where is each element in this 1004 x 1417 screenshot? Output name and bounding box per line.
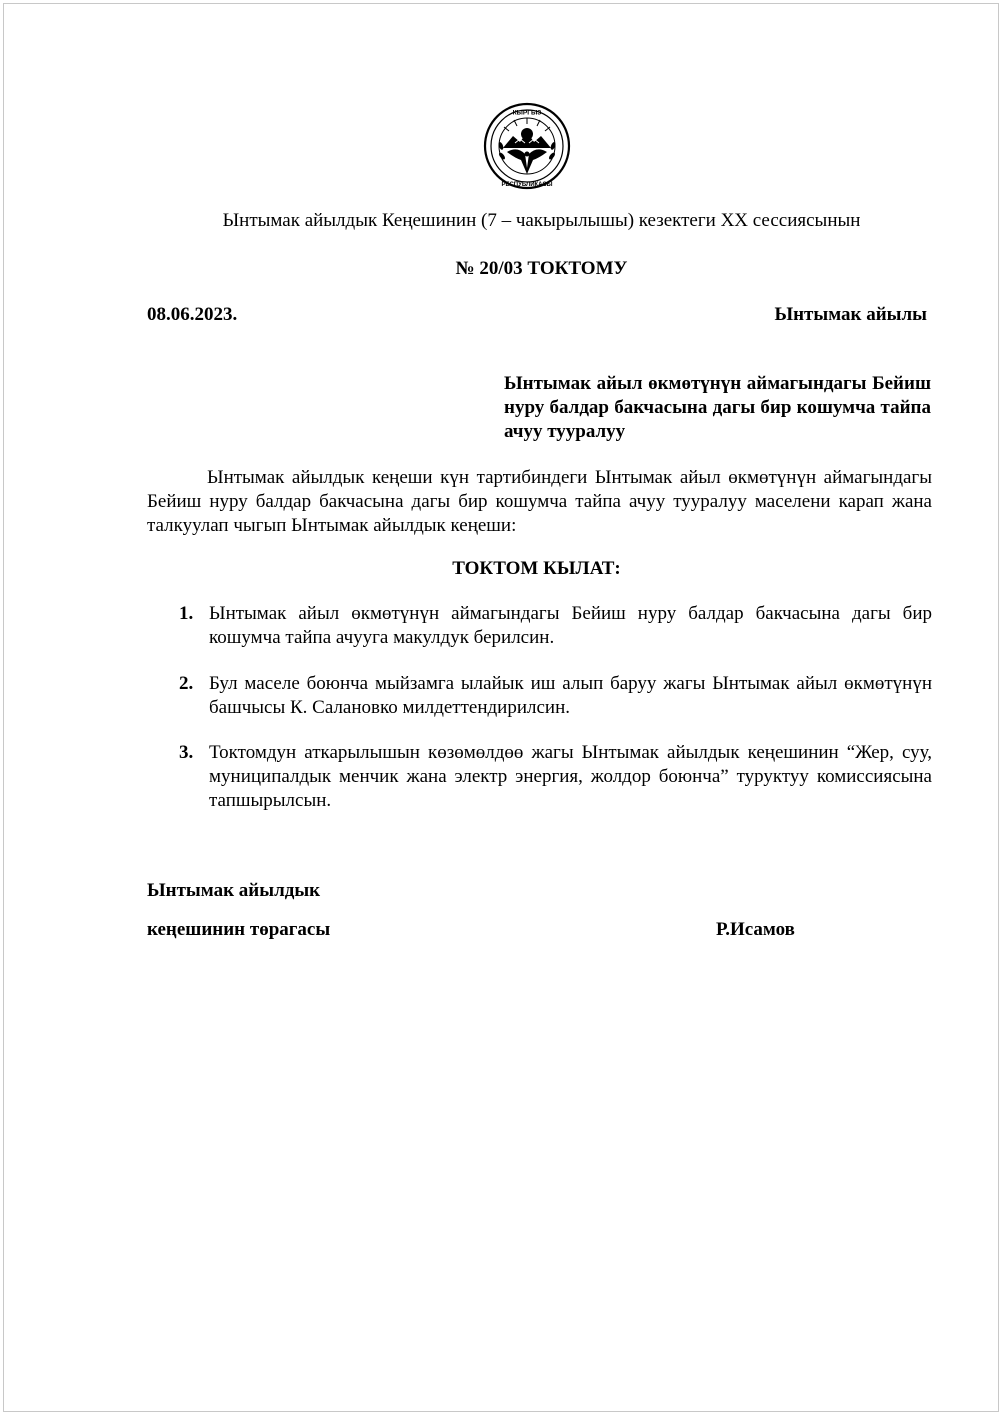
document-page <box>3 3 999 1412</box>
svg-text:КЫРГЫЗ: КЫРГЫЗ <box>512 109 542 117</box>
decides-heading: ТОКТОМ КЫЛАТ: <box>452 558 621 579</box>
list-item <box>179 602 932 650</box>
document-title: № 20/03 ТОКТОМУ <box>455 258 628 279</box>
signature-title-line2: кеңешинин төрагасы <box>147 919 331 940</box>
kyrgyz-state-emblem-icon <box>477 102 577 190</box>
document-place: Ынтымак айылы <box>774 304 927 325</box>
document-date: 08.06.2023. <box>147 304 238 325</box>
signature-name: Р.Исамов <box>716 919 795 940</box>
document-subject: Ынтымак айыл өкмөтүнүн аймагындагы Бейиш нуру балдар бакчасына дагы бир кошумча тайпа ачуу тууралуу <box>504 373 931 442</box>
list-item-text: Ынтымак айыл өкмөтүнүн аймагындагы Бейиш нуру балдар бакчасына дагы бир кошумча тайпа ачууга макулдук берилсин. <box>209 603 932 648</box>
svg-text:РЕСПУБЛИКАСЫ: РЕСПУБЛИКАСЫ <box>501 182 553 188</box>
list-item-number: 3. <box>179 742 194 763</box>
list-item-text: Токтомдун аткарылышын көзөмөлдөө жагы Ынтымак айылдык кеңешинин “Жер, суу, муниципалдык менчик жана электр энергия, жолдор боюнча” туруктуу комиссиясына тапшырылсын. <box>209 742 932 811</box>
list-item-number: 1. <box>179 603 194 624</box>
session-line: Ынтымак айылдык Кеңешинин (7 – чакырылышы) кезектеги XX сессиясынын <box>222 210 861 231</box>
list-item <box>179 741 932 813</box>
list-item <box>179 672 932 720</box>
list-item-number: 2. <box>179 673 194 694</box>
list-item-text: Бул маселе боюнча мыйзамга ылайык иш алып баруу жагы Ынтымак айыл өкмөтүнүн башчысы К. Салановко милдеттендирилсин. <box>209 673 932 718</box>
body-paragraph: Ынтымак айылдык кеңеши күн тартибиндеги Ынтымак айыл өкмөтүнүн аймагындагы Бейиш нуру балдар бакчасына дагы бир кошумча тайпа ачуу тууралуу маселени карап жана талкуулап чыгып Ынтымак айылдык кеңеши: <box>147 467 932 536</box>
signature-title-line1: Ынтымак айылдык <box>147 880 321 901</box>
